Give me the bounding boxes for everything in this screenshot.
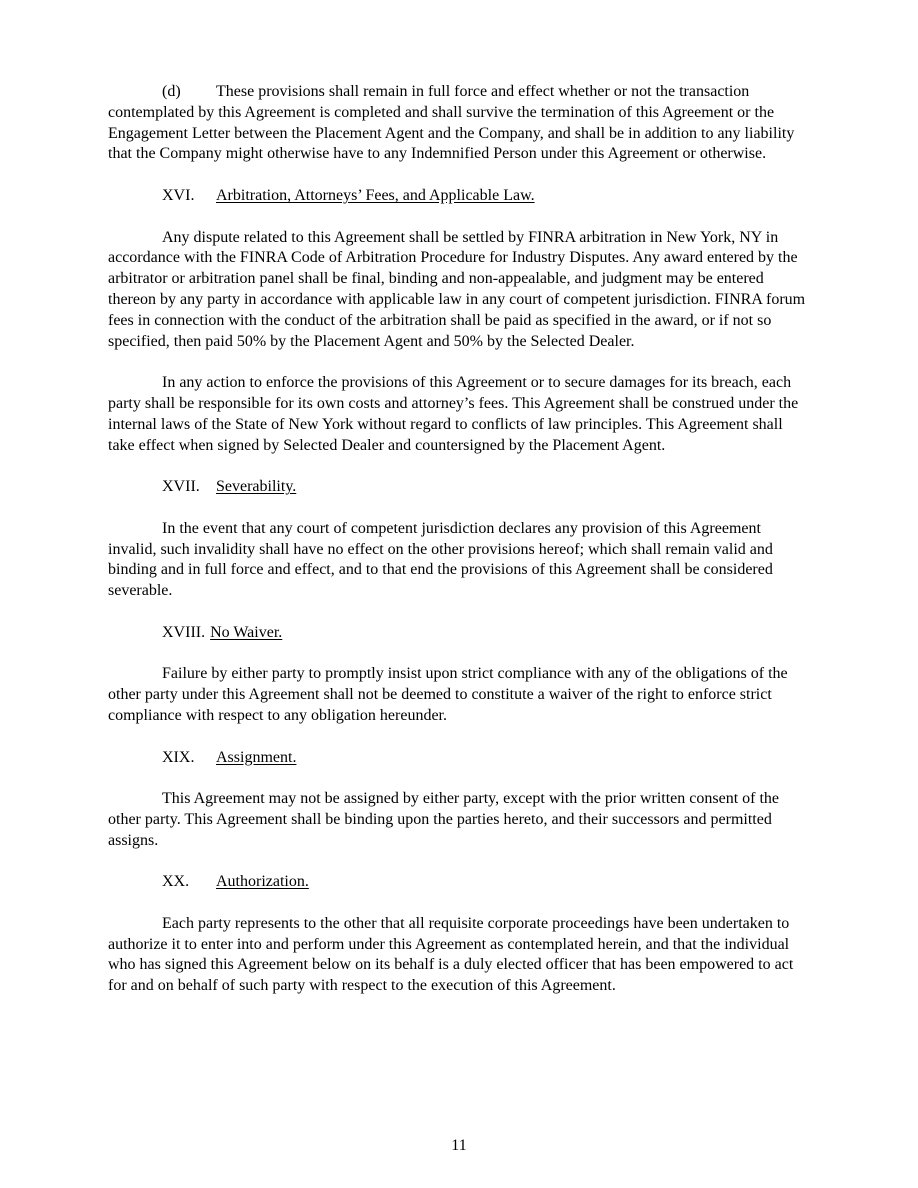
section-number-xx: XX. — [162, 873, 190, 891]
paragraph-d-marker: (d) — [162, 83, 181, 100]
section-number-xvi: XVI. — [162, 186, 195, 204]
paragraph-d-text: These provisions shall remain in full force and effect whether or not the transaction contemplated by this Agreement is completed and shall survive the termination of this Agreement or the Engagement Letter between the Placement Agent and the Company, and shall be in addition to any liability that the Company might otherwise have to any Indemnified Person under this Agreement or otherwise. — [108, 83, 795, 163]
section-heading-xvi — [108, 186, 810, 207]
section-title-xvii: Severability. — [216, 478, 297, 496]
section-heading-xix — [108, 748, 810, 769]
section-xvi-paragraph-1: Any dispute related to this Agreement shall be settled by FINRA arbitration in New York, NY in accordance with the FINRA Code of Arbitration Procedure for Industry Disputes. Any award entered by the arbitrator or arbitration panel shall be final, binding and non-appealable, and judgment may be entered thereon by any party in accordance with applicable law in any court of competent jurisdiction. FINRA forum fees in connection with the conduct of the arbitration shall be paid as specified in the award, or if not so specified, then paid 50% by the Placement Agent and 50% by the Selected Dealer. — [108, 228, 806, 350]
section-heading-xvii — [108, 477, 810, 498]
section-title-xx: Authorization. — [216, 873, 309, 891]
page-number: 11 — [451, 1137, 467, 1154]
section-number-xix: XIX. — [162, 748, 195, 766]
section-number-xviii: XVIII. — [162, 623, 206, 641]
section-xx-paragraph-1: Each party represents to the other that all requisite corporate proceedings have been undertaken to authorize it to enter into and perform under this Agreement as contemplated herein, and that the individual who has signed this Agreement below on its behalf is a duly elected officer that has been empowered to act for and on behalf of such party with respect to the execution of this Agreement. — [108, 914, 794, 995]
section-xix-paragraph-1: This Agreement may not be assigned by either party, except with the prior written consent of the other party. This Agreement shall be binding upon the parties hereto, and their successors and permitted assigns. — [108, 790, 780, 849]
paragraph-d — [108, 82, 810, 165]
section-xviii-paragraph-1: Failure by either party to promptly insist upon strict compliance with any of the obligations of the other party under this Agreement shall not be deemed to constitute a waiver of the right to enforce strict compliance with respect to any obligation hereunder. — [108, 665, 788, 724]
section-heading-xviii — [108, 623, 810, 644]
section-title-xix: Assignment. — [216, 748, 297, 766]
section-title-xvi: Arbitration, Attorneys’ Fees, and Applicable Law. — [216, 186, 535, 204]
section-title-xviii: No Waiver. — [210, 623, 283, 641]
section-heading-xx — [108, 872, 810, 893]
section-number-xvii: XVII. — [162, 478, 200, 496]
document-page — [108, 82, 810, 997]
section-xvii-paragraph-1: In the event that any court of competent jurisdiction declares any provision of this Agreement invalid, such invalidity shall have no effect on the other provisions hereof; which shall remain valid and binding and in full force and effect, and to that end the provisions of this Agreement shall be considered severable. — [108, 519, 773, 600]
section-xvi-paragraph-2: In any action to enforce the provisions of this Agreement or to secure damages for its breach, each party shall be responsible for its own costs and attorney’s fees. This Agreement shall be construed under the internal laws of the State of New York without regard to conflicts of law principles. This Agreement shall take effect when signed by Selected Dealer and countersigned by the Placement Agent. — [108, 374, 799, 454]
